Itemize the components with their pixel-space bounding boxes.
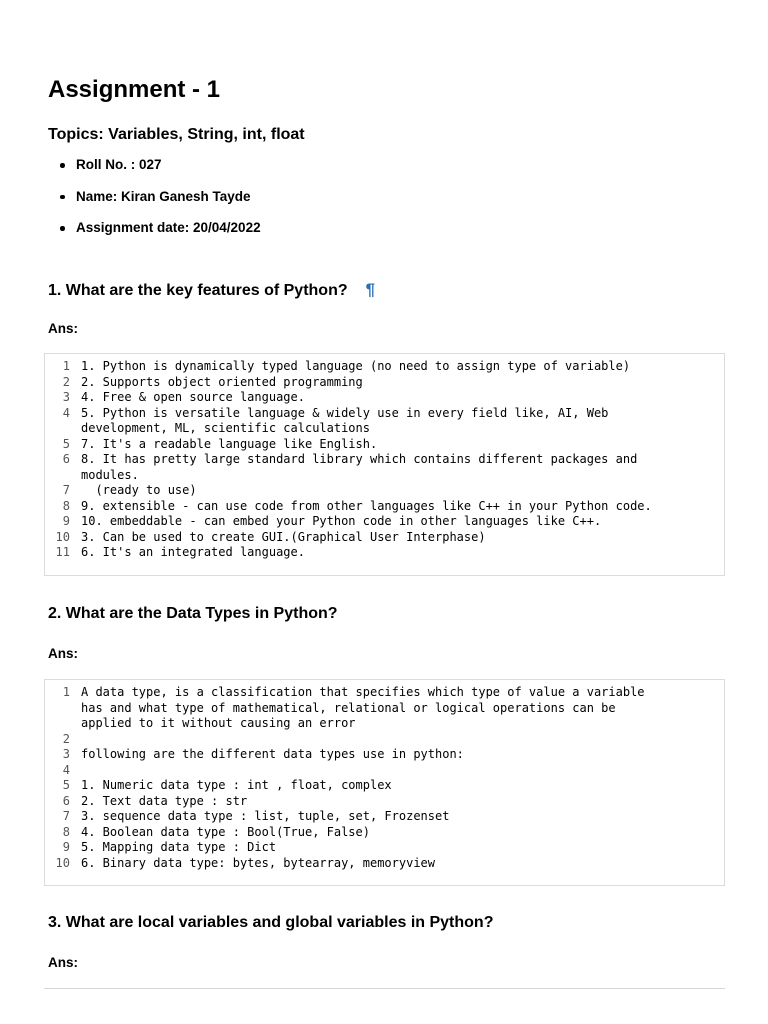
code-line (45, 856, 724, 872)
page-title: Assignment - 1 (48, 76, 221, 103)
code-line (45, 452, 724, 483)
line-content: 2. Text data type : str (81, 793, 248, 808)
code-line (45, 685, 724, 732)
line-content: (ready to use) (81, 483, 197, 497)
line-content: 1. Numeric data type : int , float, complex (81, 778, 392, 792)
cell-divider (44, 988, 725, 989)
line-number: 10 (55, 529, 70, 544)
line-number: 5 (62, 436, 70, 451)
pilcrow-anchor-link[interactable]: ¶ (365, 280, 376, 299)
code-line (45, 359, 724, 375)
line-content: 4. Boolean data type : Bool(True, False) (81, 824, 370, 839)
code-line (45, 747, 724, 763)
code-line (45, 530, 724, 546)
line-number: 1 (62, 359, 70, 373)
question-1-text: 1. What are the key features of Python? (48, 282, 348, 299)
bullet-icon (60, 163, 65, 168)
code-line (45, 794, 724, 810)
code-line (45, 514, 724, 530)
line-content: 3. sequence data type : list, tuple, set, Frozenset (81, 809, 450, 823)
list-item-assignment-date (48, 218, 261, 250)
answer-3-label: Ans: (48, 955, 78, 970)
line-content: 1. Python is dynamically typed language (no need to assign type of variable) (81, 359, 631, 373)
line-number: 8 (62, 824, 70, 839)
question-2-heading (48, 604, 338, 624)
line-content: 10. embeddable - can embed your Python code in other languages like C++. (81, 514, 602, 528)
line-number: 9 (62, 840, 70, 854)
line-content: 7. It's a readable language like English. (81, 436, 378, 451)
line-content: 8. It has pretty large standard library which contains different packages and modules. (81, 452, 638, 482)
code-line (45, 825, 724, 841)
line-number: 2 (62, 731, 70, 746)
line-content: 3. Can be used to create GUI.(Graphical User Interphase) (81, 529, 486, 544)
line-number: 9 (62, 514, 70, 528)
line-content: A data type, is a classification that specifies which type of value a variable has and what type of mathematical, relational or logical operations can be applied to it without causing an error (81, 685, 645, 730)
list-item-name (48, 187, 261, 219)
student-info-list (48, 155, 261, 250)
answer-2-label: Ans: (48, 646, 78, 661)
code-line (45, 545, 724, 561)
question-1-heading (48, 280, 375, 301)
line-number: 8 (62, 498, 70, 513)
line-content: 5. Mapping data type : Dict (81, 840, 277, 854)
question-3-heading (48, 913, 493, 933)
line-number: 7 (62, 483, 70, 497)
line-number: 2 (62, 374, 70, 389)
line-content (81, 763, 724, 779)
list-item-roll-no (48, 155, 261, 187)
answer-1-label: Ans: (48, 321, 78, 336)
topics-heading: Topics: Variables, String, int, float (48, 126, 305, 143)
assignment-date-text: Assignment date: 20/04/2022 (76, 220, 261, 235)
code-line (45, 732, 724, 748)
code-line (45, 499, 724, 515)
code-line (45, 390, 724, 406)
line-content: 5. Python is versatile language & widely use in every field like, AI, Web development, ML, scientific calculations (81, 405, 609, 435)
line-number: 6 (62, 793, 70, 808)
line-content: 9. extensible - can use code from other languages like C++ in your Python code. (81, 498, 652, 513)
code-line (45, 840, 724, 856)
line-number: 3 (62, 390, 70, 404)
code-line (45, 809, 724, 825)
line-number: 11 (55, 545, 70, 559)
line-number: 6 (62, 452, 70, 466)
answer-1-code-cell[interactable] (44, 353, 725, 576)
code-line (45, 406, 724, 437)
question-3-text: 3. What are local variables and global variables in Python? (48, 914, 494, 931)
line-number: 7 (62, 809, 70, 823)
code-line (45, 375, 724, 391)
line-number: 5 (62, 778, 70, 792)
line-number: 1 (62, 685, 70, 699)
line-number: 3 (62, 747, 70, 761)
line-number: 10 (55, 855, 70, 870)
code-line (45, 778, 724, 794)
line-content: 6. Binary data type: bytes, bytearray, memoryview (81, 855, 436, 870)
line-content: 4. Free & open source language. (81, 390, 305, 404)
code-line (45, 763, 724, 779)
bullet-icon (60, 226, 65, 231)
line-content: following are the different data types use in python: (81, 747, 464, 761)
code-line (45, 483, 724, 499)
bullet-icon (60, 195, 65, 200)
line-content: 2. Supports object oriented programming (81, 374, 363, 389)
line-content: 6. It's an integrated language. (81, 545, 305, 559)
line-content (81, 732, 724, 748)
answer-2-code-cell[interactable] (44, 679, 725, 886)
code-line (45, 437, 724, 453)
line-number: 4 (62, 762, 70, 777)
roll-no-text: Roll No. : 027 (76, 157, 162, 172)
question-2-text: 2. What are the Data Types in Python? (48, 605, 338, 622)
name-text: Name: Kiran Ganesh Tayde (76, 188, 251, 204)
line-number: 4 (62, 405, 70, 420)
